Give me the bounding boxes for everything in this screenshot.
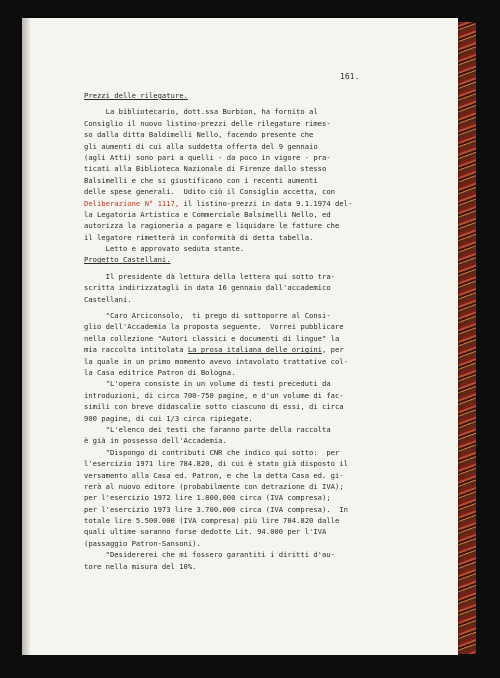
text-line: l'esercizio 1971 lire 784.820, di cui è stato già disposto il (84, 459, 348, 469)
section-heading-castellani: Progetto Castellani. (84, 255, 171, 265)
text-line: 900 pagine, di cui 1/3 circa ripiegate. (84, 413, 253, 423)
section-rilegature-body (84, 106, 414, 197)
text-line: glio dell'Accademia la proposta seguente. Vorrei pubblicare (84, 322, 344, 332)
letter-title-line (84, 344, 414, 355)
text-line: (agli Atti) sono pari a quelli - da poco in vigore - pra- (84, 152, 331, 162)
text-line: la Casa editrice Patron di Bologna. (84, 367, 236, 377)
text-line: autorizza la ragioneria a pagare e liquidare le fatture che (84, 221, 340, 231)
page-text (84, 60, 414, 572)
text-line: il legatore rimetterà in conformità di detta tabella. (84, 232, 314, 242)
text-line: la Legatoria Artistica e Commerciale Balsimelli Nello, ed (84, 209, 331, 219)
letter-body (84, 310, 414, 344)
text-line: tore nella misura del 10%. (84, 561, 197, 571)
text-line: versamento alla Casa ed. Patron, e che la detta Casa ed. gi- (84, 470, 344, 480)
deliberation-label: Deliberazione N° 1117, (84, 198, 180, 208)
text-line: è già in possesso dell'Accademia. (84, 436, 227, 446)
text-line: scritta indirizzatagli in data 16 gennaio dall'accademico (84, 283, 331, 293)
text-line: totale lire 5.500.000 (IVA compresa) più lire 784.820 dalle (84, 516, 340, 526)
text-line: per l'esercizio 1972 lire 1.800.000 circa (IVA compresa); (84, 493, 331, 503)
text-line: La bibliotecario, dott.ssa Burbion, ha fornito al (84, 107, 318, 117)
section-castellani-body (84, 271, 414, 305)
page-number: 161. (340, 72, 360, 81)
text-line: quali ultime saranno forse dedotte Lit. 94.000 per l'IVA (84, 527, 327, 537)
section-rilegature-body-cont (84, 209, 414, 255)
text-line: Il presidente dà lettura della lettera qui sotto tra- (84, 271, 335, 281)
text-line: ticati alla Biblioteca Nazionale di Firenze dallo stesso (84, 164, 327, 174)
text-line: simili con breve didascalie sotto ciascuno di essi, di circa (84, 402, 344, 412)
text-line: nella collezione "Autori classici e documenti di lingue" la (84, 333, 340, 343)
text-line: Castellani. (84, 294, 132, 304)
section-heading-rilegature: Prezzi delle rilegature. (84, 91, 188, 100)
text-line: per l'esercizio 1973 lire 3.700.000 circa (IVA compresa). In (84, 504, 348, 514)
text-line: "Caro Arciconsolo, ti prego di sottoporre al Consi- (84, 311, 331, 321)
page-gutter (22, 18, 30, 655)
text-line: rerà al nuovo editore (probabilmente con detrazione di IVA); (84, 481, 344, 491)
text-line: "Dispongo di contributi CNR che indico qui sotto: per (84, 447, 340, 457)
text-line: so dalla ditta Baldimelli Nello, facendo presente che (84, 130, 314, 140)
text-line: (passaggio Patron-Sansoni). (84, 538, 201, 548)
letter-title-pre: mia raccolta intitolata (84, 345, 188, 355)
text-line: Consiglio il nuovo listino-prezzi delle rilegature rimes- (84, 118, 331, 128)
text-line: "L'opera consiste in un volume di testi preceduti da (84, 379, 331, 389)
text-line: "L'elenco dei testi che faranno parte della raccolta (84, 424, 331, 434)
letter-body-cont (84, 356, 414, 572)
text-line: gli aumenti di cui alla suddetta offerta del 9 gennaio (84, 141, 318, 151)
text-line: Balsimelli e che si giustificano con i recenti aumenti (84, 175, 318, 185)
deliberation-line (84, 198, 414, 209)
text-line: la quale in un primo momento avevo intavolato trattative col- (84, 356, 348, 366)
deliberation-text: il listino-prezzi in data 9.1.1974 del- (179, 198, 353, 208)
text-line: delle spese generali. Udito ciò il Consiglio accetta, con (84, 187, 335, 197)
text-line: introduzioni, di circa 700-750 pagine, e d'un volume di fac- (84, 390, 344, 400)
letter-title-post: , per (322, 345, 344, 355)
text-line: Letto e approvato seduta stante. (84, 244, 245, 254)
book-edge-marbled (458, 22, 476, 654)
text-line: "Desidererei che mi fossero garantiti i diritti d'au- (84, 550, 335, 560)
letter-book-title: La prosa italiana delle origini (187, 345, 323, 355)
